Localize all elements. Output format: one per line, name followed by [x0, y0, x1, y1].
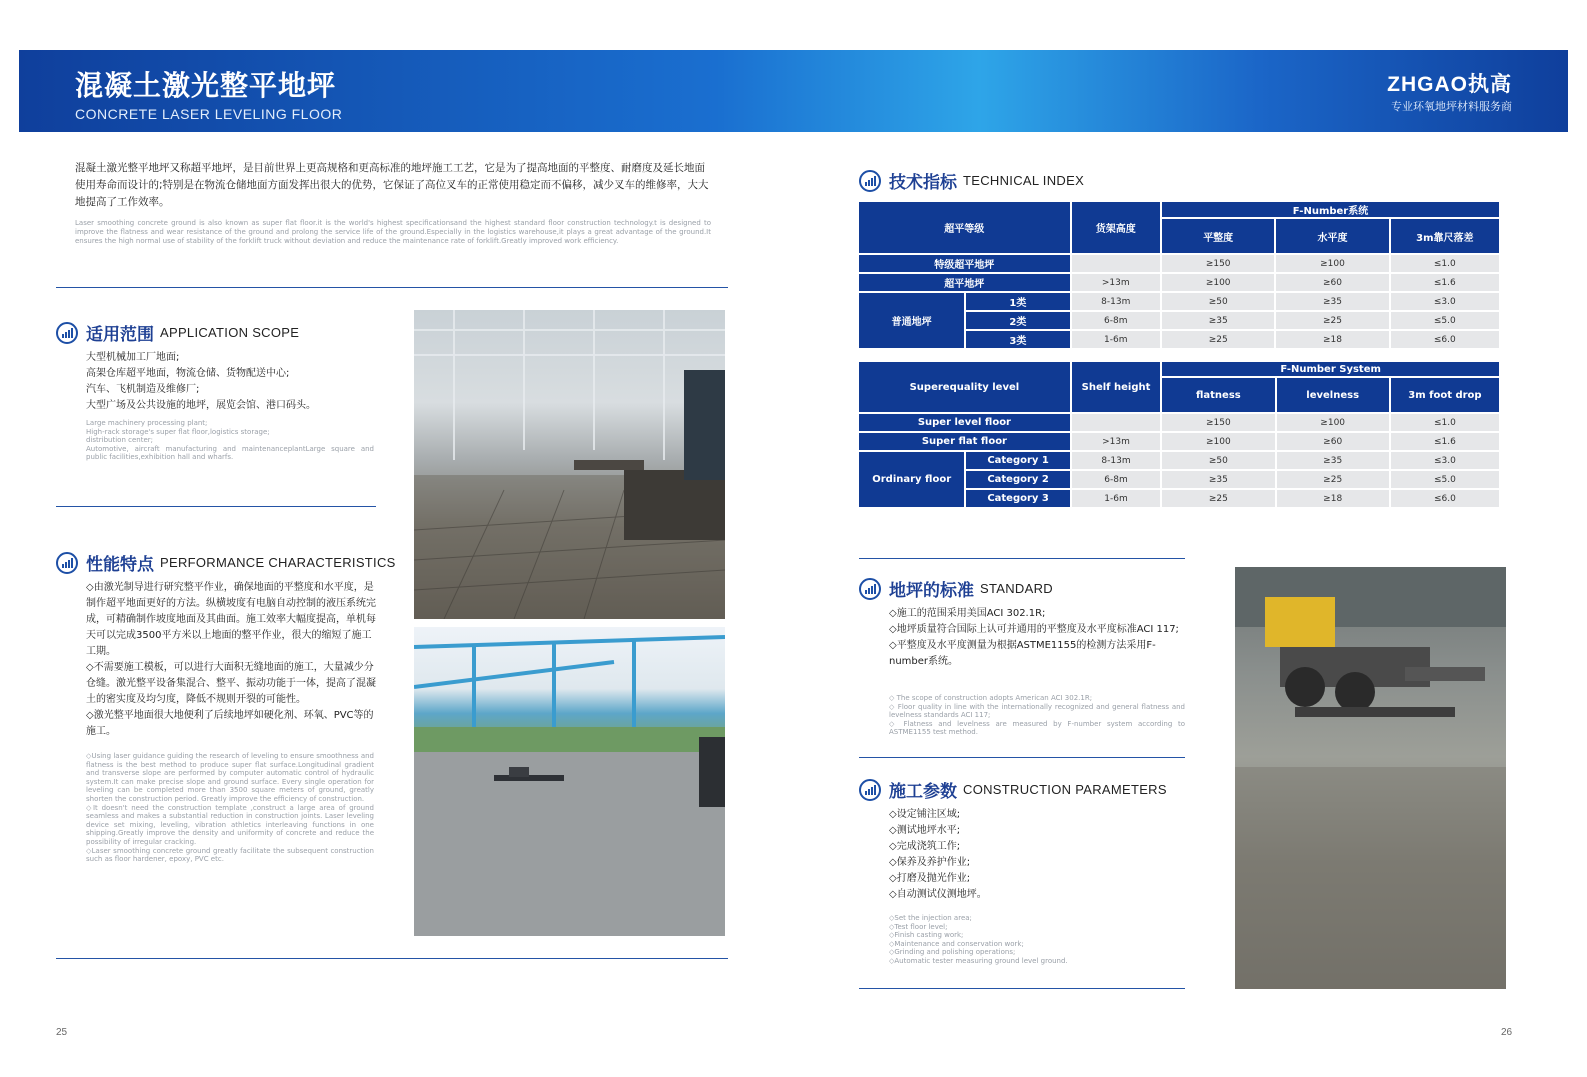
- list-item: ◇Test floor level;: [889, 922, 948, 931]
- table-cell: ≥35: [1162, 312, 1274, 329]
- table-cell: ≤6.0: [1391, 490, 1499, 507]
- table-cell: ≥100: [1162, 433, 1274, 450]
- header-cell: F-Number系统: [1162, 202, 1499, 217]
- list-item: ◇保养及养护作业;: [889, 857, 971, 868]
- header-cell: Superequality level: [859, 362, 1070, 412]
- performance-title-en: PERFORMANCE CHARACTERISTICS: [160, 555, 396, 570]
- header-cell: 3m foot drop: [1391, 378, 1499, 412]
- chart-icon: [56, 552, 78, 574]
- table-cell: [1072, 414, 1160, 431]
- technical-heading: [859, 168, 1084, 193]
- list-item: 汽车、飞机制造及维修厂;: [86, 384, 200, 395]
- list-item: ◇Automatic tester measuring ground level ground.: [889, 956, 1068, 965]
- tech-table-en: [857, 360, 1501, 509]
- table-cell: ≤3.0: [1391, 293, 1499, 310]
- table-cell: ≥35: [1276, 293, 1388, 310]
- application-title-cn: 适用范围: [86, 325, 154, 345]
- application-title-en: APPLICATION SCOPE: [160, 325, 300, 340]
- row-label: 特级超平地坪: [859, 255, 1070, 272]
- list-item: Large machinery processing plant;: [86, 419, 208, 427]
- table-cell: ≥60: [1277, 433, 1389, 450]
- table-row: [859, 452, 1499, 469]
- list-item: ◇设定铺注区域;: [889, 809, 961, 820]
- table-cell: 8-13m: [1072, 293, 1161, 310]
- list-item: ◇不需要施工模板，可以进行大面积无缝地面的施工，大量减少分仓缝。激光整平设备集混合、整平、振动功能于一体，提高了混凝土的密实度及均匀度，降低不规则开裂的可能性。: [86, 662, 376, 705]
- performance-heading: [56, 550, 396, 575]
- standard-heading: [859, 576, 1053, 601]
- list-item: ◇完成浇筑工作;: [889, 841, 961, 852]
- brand-logo: ZHGAO执高: [1387, 73, 1512, 96]
- table-cell: ≥25: [1276, 312, 1388, 329]
- table-row: [859, 414, 1499, 431]
- table-cell: ≥60: [1276, 274, 1388, 291]
- table-cell: ≤1.6: [1391, 274, 1499, 291]
- table-cell: ≤1.0: [1391, 414, 1499, 431]
- table-cell: ≥35: [1162, 471, 1274, 488]
- table-cell: ≥25: [1162, 490, 1274, 507]
- table-cell: 6-8m: [1072, 471, 1160, 488]
- list-item: ◇ The scope of construction adopts American ACI 302.1R;: [889, 694, 1093, 702]
- table-cell: 6-8m: [1072, 312, 1161, 329]
- standard-list-cn: [889, 606, 1185, 670]
- table-cell: >13m: [1072, 274, 1161, 291]
- construction-heading: [859, 777, 1167, 802]
- header-cell: 货架高度: [1072, 202, 1161, 253]
- table-cell: ≥50: [1162, 293, 1274, 310]
- table-cell: ≤5.0: [1391, 471, 1499, 488]
- row-label: Super flat floor: [859, 433, 1070, 450]
- header-cell: levelness: [1277, 378, 1389, 412]
- page-number-left: 25: [56, 1027, 68, 1038]
- divider: [56, 958, 728, 959]
- table-cell: ≥100: [1162, 274, 1274, 291]
- warehouse-construction-photo: [414, 310, 725, 619]
- list-item: ◇Using laser guidance guiding the research of leveling to ensure smoothness and flatness is the best method to produce super flat surface.Longitudinal gradient and transverse slope are performed by computer automatic control of hydraulic system.It can make precise slope and ground surface. Every single operation for leveling can be completed more than 3500 square meters of ground, greatly shorten the construction period. Greatly improve the efficiency of construction.: [86, 752, 374, 803]
- table-cell: ≤5.0: [1391, 312, 1499, 329]
- technical-title-cn: 技术指标: [889, 173, 957, 193]
- intro-text-cn: 混凝土激光整平地坪又称超平地坪，是目前世界上更高规格和更高标准的地坪施工工艺，它是为了提高地面的平整度、耐磨度及延长地面使用寿命而设计的;特别是在物流仓储地面方面发挥出很大的优势，它保证了高位叉车的正常使用稳定而不偏移，减少叉车的维修率，大大地提高了工作效率。: [75, 162, 709, 208]
- row-group-label: 普通地坪: [859, 293, 964, 348]
- standard-title-cn: 地坪的标准: [889, 581, 974, 601]
- table-cell: ≥25: [1162, 331, 1274, 348]
- header-cell: Shelf height: [1072, 362, 1160, 412]
- brand-tagline: 专业环氧地坪材料服务商: [1391, 100, 1512, 113]
- construction-title-en: CONSTRUCTION PARAMETERS: [963, 782, 1167, 797]
- table-row: [859, 433, 1499, 450]
- table-cell: 1-6m: [1072, 331, 1161, 348]
- row-group-label: Ordinary floor: [859, 452, 964, 507]
- list-item: ◇打磨及抛光作业;: [889, 873, 971, 884]
- row-label: 3类: [966, 331, 1069, 348]
- list-item: ◇ Flatness and levelness are measured by F-number system according to ASTME1155 test method.: [889, 719, 1185, 737]
- divider: [56, 287, 728, 288]
- list-item: ◇由激光制导进行研究整平作业，确保地面的平整度和水平度，是制作超平地面更好的方法。纵横坡度有电脑自动控制的液压系统完成，可精确制作坡度地面及其曲面。施工效率大幅度提高，单机每天可以完成3500平方米以上地面的整平作业，很大的缩短了施工工期。: [86, 582, 376, 657]
- row-label: 2类: [966, 312, 1069, 329]
- row-label: 1类: [966, 293, 1069, 310]
- header-cell: flatness: [1162, 378, 1274, 412]
- table-cell: 1-6m: [1072, 490, 1160, 507]
- header-banner: [19, 50, 1568, 132]
- table-cell: ≥100: [1276, 255, 1388, 272]
- construction-list-cn: [889, 807, 1185, 903]
- intro-text-en: Laser smoothing concrete ground is also known as super flat floor.it is the world's highest specificationsand the highest standard floor construction technology.t is designed to improve the flatness and wear resistance of the ground and prolong the service life of the ground.Especially in the logistics warehouse,it plays a great advantage of the ground.It ensures the high normal use of stability of the forklift truck without deviation and reduce the maintenance rate of forklift.Greatly improved work efficiency.: [75, 219, 711, 245]
- list-item: ◇平整度及水平度测量为根据ASTME1155的检测方法采用F-number系统。: [889, 640, 1156, 667]
- list-item: ◇Finish casting work;: [889, 931, 964, 940]
- table-cell: 8-13m: [1072, 452, 1160, 469]
- list-item: ◇Laser smoothing concrete ground greatly facilitate the subsequent construction such as floor hardener, epoxy, PVC etc.: [86, 846, 374, 864]
- table-cell: >13m: [1072, 433, 1160, 450]
- table-row: [859, 255, 1499, 272]
- table-cell: ≤1.0: [1391, 255, 1499, 272]
- list-item: ◇Set the injection area;: [889, 914, 972, 922]
- performance-title-cn: 性能特点: [86, 555, 154, 575]
- header-cell: 水平度: [1276, 219, 1388, 253]
- table-cell: ≥100: [1277, 414, 1389, 431]
- list-item: ◇It doesn't need the construction template ,construct a large area of ground seamless and makes a substantial reduction in construction joints. Laser leveling device set mixing, leveling, vibration athletics interleaving functions in one shipping.Greatly improve the density and uniformity of concrete and reduce the possibility of irregular cracking.: [86, 803, 374, 846]
- chart-icon: [56, 322, 78, 344]
- table-cell: ≥35: [1277, 452, 1389, 469]
- construction-list-en: [889, 914, 1185, 966]
- technical-title-en: TECHNICAL INDEX: [963, 173, 1085, 188]
- table-cell: ≤1.6: [1391, 433, 1499, 450]
- row-label: 超平地坪: [859, 274, 1070, 291]
- list-item: ◇自动测试仪测地坪。: [889, 889, 987, 900]
- steel-structure-site-photo: [414, 627, 725, 936]
- table-cell: ≥150: [1162, 414, 1274, 431]
- table-row: [859, 274, 1499, 291]
- table-cell: ≤3.0: [1391, 452, 1499, 469]
- header-cell: F-Number System: [1162, 362, 1499, 376]
- row-label: Category 1: [966, 452, 1069, 469]
- list-item: High-rack storage's super flat floor,logistics storage;: [86, 427, 270, 436]
- table-cell: ≤6.0: [1391, 331, 1499, 348]
- construction-title-cn: 施工参数: [889, 782, 957, 802]
- row-label: Super level floor: [859, 414, 1070, 431]
- row-label: Category 2: [966, 471, 1069, 488]
- table-cell: ≥25: [1277, 471, 1389, 488]
- list-item: ◇Grinding and polishing operations;: [889, 948, 1016, 957]
- divider: [859, 757, 1185, 758]
- chart-icon: [859, 779, 881, 801]
- row-label: Category 3: [966, 490, 1069, 507]
- list-item: ◇地坪质量符合国际上认可并通用的平整度及水平度标准ACI 117;: [889, 624, 1179, 635]
- divider: [859, 558, 1185, 559]
- list-item: 大型机械加工厂地面;: [86, 352, 180, 363]
- chart-icon: [859, 578, 881, 600]
- table-row: [859, 293, 1499, 310]
- list-item: 大型广场及公共设施的地坪，展览会馆、港口码头。: [86, 400, 316, 411]
- standard-title-en: STANDARD: [980, 581, 1053, 596]
- application-heading: [56, 320, 299, 345]
- list-item: ◇Maintenance and conservation work;: [889, 939, 1024, 948]
- table-cell: ≥50: [1162, 452, 1274, 469]
- divider: [56, 506, 376, 507]
- header-cell: 超平等级: [859, 202, 1070, 253]
- page-subtitle: CONCRETE LASER LEVELING FLOOR: [75, 106, 343, 122]
- standard-list-en: [889, 694, 1185, 737]
- laser-screed-machine-photo: [1235, 567, 1506, 989]
- header-cell: 平整度: [1162, 219, 1274, 253]
- divider: [859, 988, 1185, 989]
- page-number-right: 26: [1501, 1027, 1513, 1038]
- list-item: ◇激光整平地面很大地便利了后续地坪如硬化剂、环氧、PVC等的施工。: [86, 710, 374, 737]
- chart-icon: [859, 170, 881, 192]
- page-title: 混凝土激光整平地坪: [75, 69, 337, 102]
- application-list-en: [86, 419, 374, 462]
- performance-list-en: [86, 752, 374, 864]
- list-item: Automotive, aircraft manufacturing and maintenanceplantLarge square and public facilities,exhibition hall and wharfs.: [86, 444, 374, 462]
- table-cell: ≥18: [1277, 490, 1389, 507]
- list-item: ◇施工的范围采用美国ACI 302.1R;: [889, 608, 1046, 619]
- table-cell: ≥18: [1276, 331, 1388, 348]
- performance-list-cn: [86, 580, 376, 740]
- list-item: distribution center;: [86, 436, 153, 445]
- table-cell: ≥150: [1162, 255, 1274, 272]
- application-list-cn: [86, 350, 386, 414]
- list-item: 高架仓库超平地面，物流仓储、货物配送中心;: [86, 368, 290, 379]
- header-cell: 3m靠尺落差: [1391, 219, 1499, 253]
- list-item: ◇ Floor quality in line with the internationally recognized and general flatness and levelness standards ACI 117;: [889, 702, 1185, 720]
- tech-table-cn: [857, 200, 1501, 350]
- list-item: ◇测试地坪水平;: [889, 825, 961, 836]
- table-cell: [1072, 255, 1161, 272]
